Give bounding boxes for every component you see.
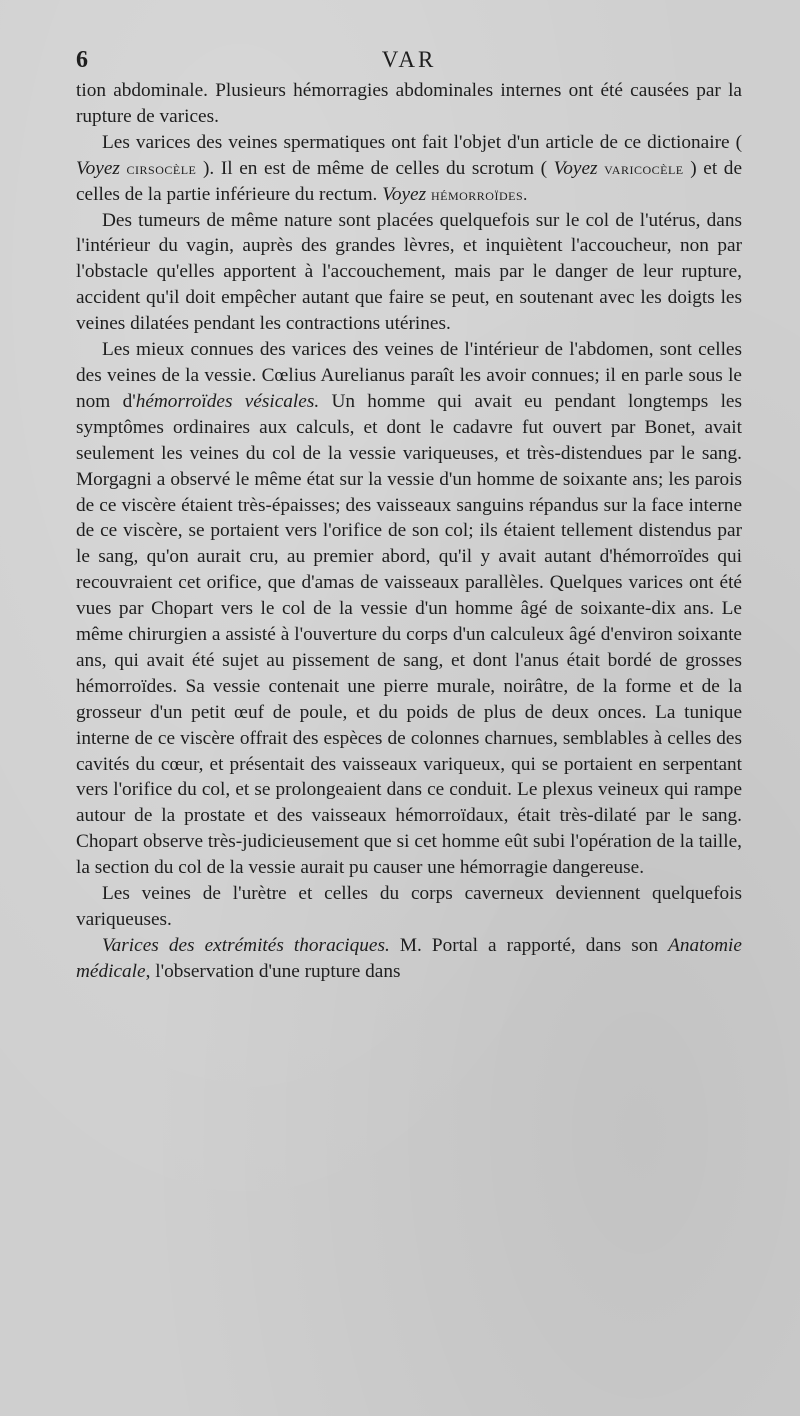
paragraph-6 <box>76 933 742 985</box>
book-title-anatomie-medicale: Anatomie médicale <box>76 934 742 982</box>
voyez-reference-1: Voyez <box>76 157 120 179</box>
running-head: VAR <box>381 47 437 72</box>
paragraph-5: Les veines de l'urètre et celles du corps caverneux deviennent quelquefois variqueuses. <box>76 883 742 930</box>
paragraph-2-text-2: ). Il en est de même de celles du scrotum ( <box>203 157 547 179</box>
italic-term-hemorroides-vesicales: hémorroïdes vésicales. <box>135 390 320 412</box>
paragraph-4 <box>76 337 742 881</box>
cross-reference-varicocele: varicocèle <box>604 158 684 178</box>
cross-reference-cirsocele: cirsocèle <box>126 158 197 178</box>
voyez-reference-2: Voyez <box>553 157 598 179</box>
paragraph-1: tion abdominale. Plusieurs hémorragies abdominales internes ont été causées par la rupture de varices. <box>76 80 742 127</box>
paragraph-4-text-2: Un homme qui avait eu pendant longtemps les symptômes ordinaires aux calculs, et dont le cadavre fut ouvert par Bonet, avait seulement les veines du col de la vessie variqueuses, et très-distendues par le sang. Morgagni a observé le même état sur la vessie d'un homme de soixante ans; les parois de ce viscère étaient très-épaisses; des vaisseaux sanguins répandus sur la face interne de ce viscère, se portaient vers l'orifice de son col; ils étaient tellement distendus par le sang, qu'on aurait cru, au premier abord, qu'il y avait autant d'hémorroïdes qui recouvraient cet orifice, que d'amas de vaisseaux parallèles. Quelques varices ont été vues par Chopart vers le col de la vessie d'un homme âgé de soixante-dix ans. Le même chirurgien a assisté à l'ouverture du corps d'un calculeux âgé d'environ soixante ans, qui avait été sujet au pissement de sang, et dont l'anus était bordé de grosses hémorroïdes. Sa vessie contenait une pierre murale, noirâtre, de la forme et de la grosseur d'un petit œuf de poule, et du poids de plus de deux onces. La tunique interne de ce viscère offrait des espèces de colonnes charnues, semblables à celles des cavités du cœur, et présentait des vaisseaux variqueux, qui se portaient en serpentant vers l'orifice du col, et se prolongeaient dans ce conduit. Le plexus veineux qui rampe autour de la prostate et des vaisseaux hémorroïdaux, était très-dilaté par le sang. Chopart observe très-judicieusement que si cet homme eût subi l'opération de la taille, la section du col de la vessie aurait pu causer une hémorragie dangereuse. <box>76 390 742 879</box>
paragraph-2-text-1: Les varices des veines spermatiques ont fait l'objet d'un article de ce dictionaire ( <box>102 131 742 153</box>
section-heading-varices-thoraciques: Varices des extrémités thoraciques. <box>102 934 390 956</box>
paragraph-2-text-3: ) et de celles de la partie inférieure du rectum. <box>76 157 742 205</box>
body-text <box>76 78 742 985</box>
page-header <box>76 44 742 76</box>
voyez-reference-3: Voyez <box>382 183 427 205</box>
paragraph-6-text-2: , l'observation d'une rupture dans <box>145 960 401 982</box>
paragraph-3: Des tumeurs de même nature sont placées quelquefois sur le col de l'utérus, dans l'intérieur du vagin, auprès des grandes lèvres, et inquiètent l'accoucheur, non par l'obstacle qu'elles apportent à l'accouchement, mais par le danger de leur rupture, accident qu'il doit empêcher autant que faire se peut, en soutenant avec les doigts les veines dilatées pendant les contractions utérines. <box>76 209 742 335</box>
paragraph-4-text-1: Les mieux connues des varices des veines de l'intérieur de l'abdomen, sont celles des veines de la vessie. Cœlius Aurelianus paraît les avoir connues; il en parle sous le nom d' <box>76 339 742 412</box>
page-number: 6 <box>76 47 88 73</box>
paragraph-6-text-1: M. Portal a rapporté, dans son <box>389 934 669 956</box>
paragraph-2 <box>76 130 742 208</box>
cross-reference-hemorroides: hémorroïdes. <box>430 184 528 204</box>
